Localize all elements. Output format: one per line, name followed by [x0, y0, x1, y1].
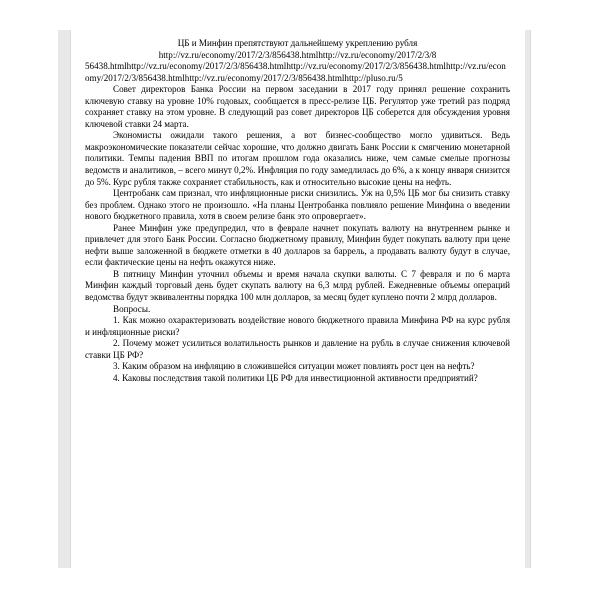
- source-url-first-line: http://vz.ru/economy/2017/2/3/856438.htmlhttp://vz.ru/economy/2017/2/3/8: [158, 49, 437, 60]
- article-paragraph: Ранее Минфин уже предупредил, что в феврале начнет покупать валюту на внутреннем рынке и привлечет для этого Банк России. Согласно бюджетному правилу, Минфин будет покупать валюту при цене нефти выше заложенной в бюджете отметки в 40 долларов за баррель, а продавать валюту будут в случае, если фактические цены на нефть окажутся ниже.: [85, 222, 510, 268]
- questions-heading: Вопросы.: [113, 303, 151, 314]
- page-edge-band-left: [58, 30, 70, 568]
- source-url-rest: 56438.htmlhttp://vz.ru/economy/2017/2/3/856438.htmlhttp://vz.ru/economy/2017/2/3/856438.htmlhttp://vz.ru/economy/2017/2/3/856438.htmlhttp://vz.ru/economy/2017/2/3/856438.htmlhttp://pluso.ru/5: [85, 61, 506, 83]
- article-paragraph: В пятницу Минфин уточнил объемы и время начала скупки валюты. С 7 февраля и по 6 марта Минфин каждый торговый день будет скупать валюту на 6,3 млрд рублей. Ежедневные объемы операций ведомства будут эквивалентны порядка 100 млн долларов, за месяц будет куплено почти 2 млрд долларов.: [85, 268, 510, 303]
- question-item: 1. Как можно охарактеризовать воздействие нового бюджетного правила Минфина РФ на курс рубля и инфляционные риски?: [85, 315, 510, 337]
- article-paragraph: Центробанк сам признал, что инфляционные риски снизились. Уж на 0,5% ЦБ мог бы снизить ставку без проблем. Однако этого не произошло. «На планы Центробанка повлияло решение Минфина о введении нового бюджетного правила, хотя в своем релизе банк это опровергает».: [85, 188, 510, 222]
- article-paragraph: Экономисты ожидали такого решения, а вот бизнес-сообщество могло удивиться. Ведь макроэкономические показатели сейчас хорошие, что должно двигать Банк России к смягчению монетарной политики. Темпы падения ВВП по итогам прошлом года оказались ниже, чем самые смелые прогнозы ведомств и аналитиков, – всего минут 0,2%. Инфляция по году замедлилась до 6%, а к концу января снизится до 5%. Курс рубля также сохраняет стабильность, как и относительно высокие цены на нефть.: [85, 130, 510, 187]
- article-paragraph: Совет директоров Банка России на первом заседании в 2017 году принял решение сохранить ключевую ставку на уровне 10% годовых, сообщается в пресс-релизе ЦБ. Регулятор уже третий раз подряд сохраняет ставку на этом уровне. В следующий раз совет директоров ЦБ соберется для обсуждения уровня ключевой ставки 24 марта.: [85, 84, 510, 129]
- document-body: [85, 38, 510, 384]
- page-edge-line-right: [530, 30, 531, 568]
- page-edge-line-left: [70, 30, 71, 568]
- question-item: 2. Почему может усилиться волатильность рынков и давление на рубль в случае снижения ключевой ставки ЦБ РФ?: [85, 338, 510, 360]
- question-item: 3. Каким образом на инфляцию в сложившейся ситуации может повлиять рост цен на нефть?: [113, 361, 475, 372]
- source-url-block: [85, 50, 510, 85]
- document-title: ЦБ и Минфин препятствуют дальнейшему укреплению рубля: [177, 38, 418, 48]
- question-item: 4. Каковы последствия такой политики ЦБ РФ для инвестиционной активности предприятий?: [113, 372, 478, 383]
